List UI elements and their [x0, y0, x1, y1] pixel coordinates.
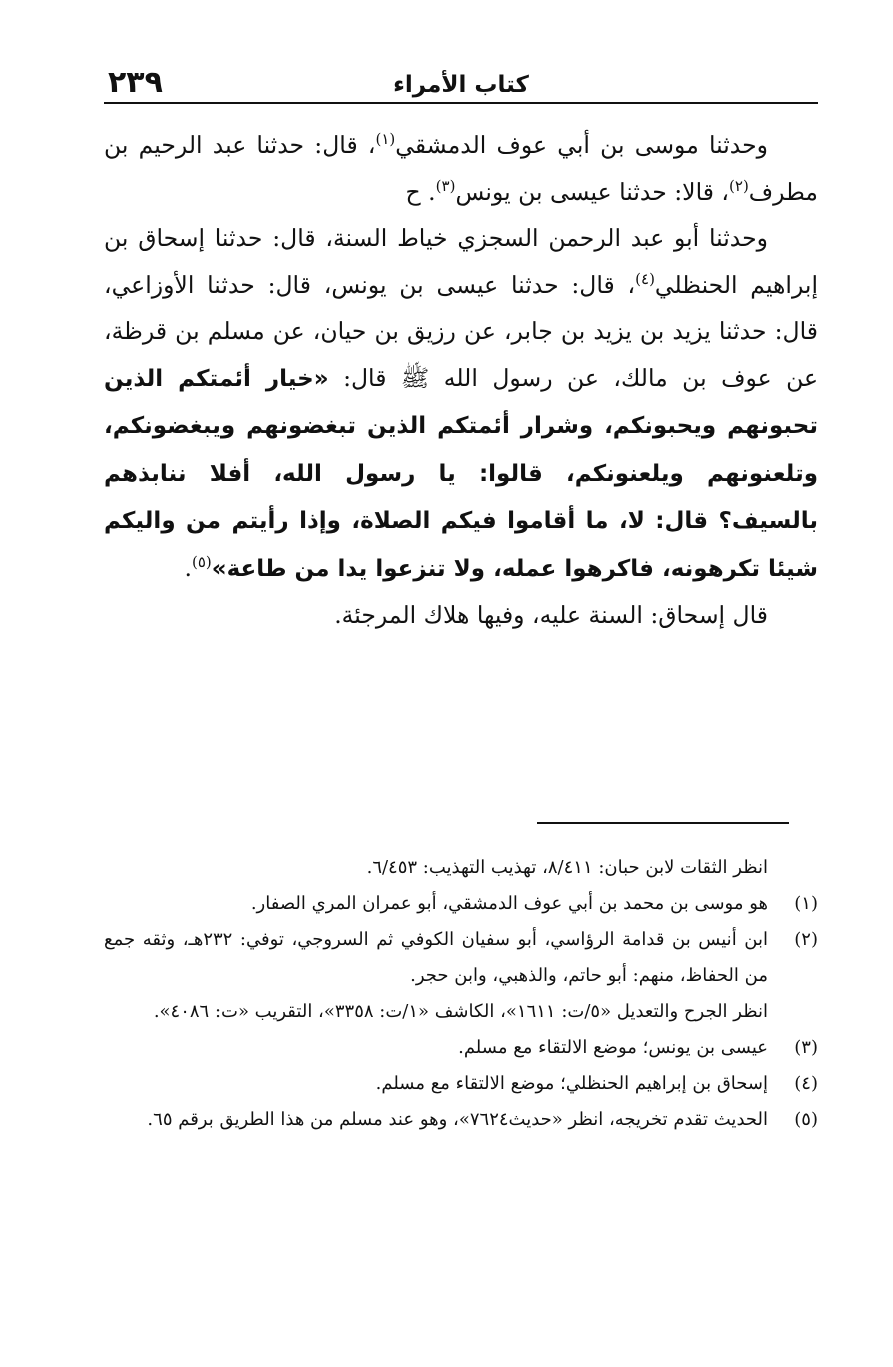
- footnote-text: هو موسى بن محمد بن أبي عوف الدمشقي، أبو عمران المري الصفار.: [250, 893, 768, 914]
- footnote-ref-1: (١): [375, 130, 396, 149]
- footnote-ref-2: (٢): [729, 176, 749, 195]
- footnote-intro: انظر الثقات لابن حبان: ٨/٤١١، تهذيب التهذيب: ٦/٤٥٣.: [366, 857, 768, 878]
- main-text: [104, 122, 818, 639]
- paragraph-1-part-b: ، قال: حدثنا عبد الرحيم بن مطرف: [104, 131, 818, 206]
- footnote-number: (٢): [794, 929, 818, 950]
- paragraph-1-part-a: وحدثنا موسى بن أبي عوف الدمشقي: [395, 131, 768, 159]
- page-number: ٢٣٩: [108, 65, 163, 100]
- footnote-number: (٤): [794, 1073, 818, 1094]
- paragraph-1: [104, 122, 818, 215]
- paragraph-1-part-c: ، قالا: حدثنا عيسى بن يونس: [455, 177, 730, 206]
- hadith-text: «خيار أئمتكم الذين تحبونهم ويحبونكم، وشرار أئمتكم الذين تبغضونهم ويبغضونكم، وتلعنونهم ويلعنونكم، قالوا: يا رسول الله، أفلا ننابذهم بالسيف؟ قال: لا، ما أقاموا فيكم الصلاة، وإذا رأيتم من واليكم شيئا تكرهونه، فاكرهوا عمله، ولا تنزعوا يدا من طاعة»: [104, 365, 818, 582]
- footnote-ref-3: (٣): [435, 176, 456, 195]
- paragraph-2-part-a: وحدثنا أبو عبد الرحمن السجزي خياط السنة، قال: حدثنا إسحاق بن إبراهيم الحنظلي: [104, 224, 818, 299]
- footnote-text: الحديث تقدم تخريجه، انظر «حديث٧٦٢٤»، وهو عند مسلم من هذا الطريق برقم ٦٥.: [147, 1109, 768, 1130]
- footnote-divider: [537, 822, 789, 824]
- footnote-2-continuation: انظر الجرح والتعديل «٥/ت: ١٦١١»، الكاشف «١/ت: ٣٣٥٨»، التقريب «ت: ٤٠٨٦».: [153, 1001, 768, 1022]
- footnote-ref-5: (٥): [191, 552, 212, 571]
- paragraph-2-part-b: ، قال: حدثنا عيسى بن يونس، قال: حدثنا الأوزاعي، قال: حدثنا يزيد بن يزيد بن جابر، عن رزيق بن حيان، عن مسلم بن قرظة، عن عوف بن مالك، عن رسول الله ﷺ قال:: [104, 270, 818, 392]
- paragraph-3: قال إسحاق: السنة عليه، وفيها هلاك المرجئة.: [334, 601, 768, 629]
- footnote-number: (٣): [794, 1037, 818, 1058]
- footnote-1: [104, 886, 818, 922]
- footnote-2: [104, 922, 818, 994]
- footnote-number: (٥): [794, 1109, 818, 1130]
- footnote-text: إسحاق بن إبراهيم الحنظلي؛ موضع الالتقاء مع مسلم.: [375, 1073, 768, 1094]
- page-header: [104, 65, 818, 104]
- footnote-text: ابن أنيس بن قدامة الرؤاسي، أبو سفيان الكوفي ثم السروجي، توفي: ٢٣٢هـ، وثقه جمع من الحفاظ، منهم: أبو حاتم، والذهبي، وابن حجر.: [104, 929, 768, 986]
- footnote-4: [104, 1066, 818, 1102]
- running-title: كتاب الأمراء: [393, 72, 529, 98]
- footnote-text: عيسى بن يونس؛ موضع الالتقاء مع مسلم.: [458, 1037, 768, 1058]
- footnote-ref-4: (٤): [635, 269, 655, 288]
- paragraph-2: [104, 215, 818, 592]
- footnotes: [104, 850, 818, 1138]
- paragraph-2-end: .: [184, 553, 192, 582]
- footnote-3: [104, 1030, 818, 1066]
- paragraph-1-part-d: . ح: [405, 177, 436, 206]
- footnote-5: [104, 1102, 818, 1138]
- footnote-number: (١): [794, 893, 818, 914]
